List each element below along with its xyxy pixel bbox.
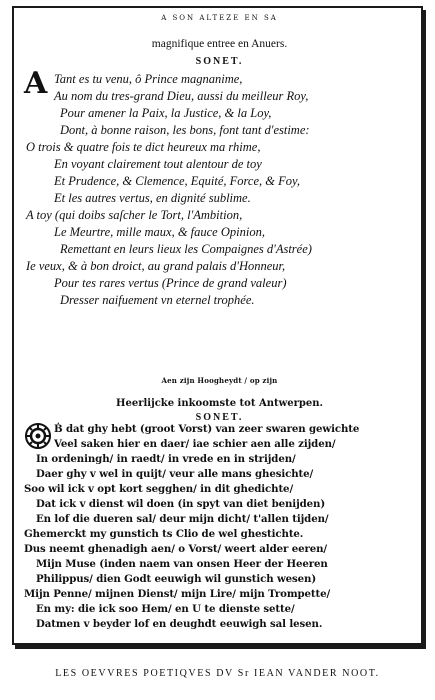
drop-cap: A	[24, 66, 48, 101]
french-sonnet-heading: SONET.	[195, 56, 244, 67]
dutch-subtitle: Heerlijcke inkoomste tot Antwerpen.	[116, 398, 323, 409]
dutch-line: Dat ick v dienst wil doen (in spyt van diet benijden)	[36, 498, 326, 510]
french-line: Dont, à bonne raison, les bons, font tant d'estime:	[60, 123, 310, 137]
dutch-line: Datmen v beyder lof en deughdt eeuwigh sal lesen.	[36, 618, 323, 630]
dutch-line: Daer ghy v wel in quijt/ veur alle mans ghesichte/	[36, 468, 314, 480]
french-line: Dresser naifuement vn eternel trophée.	[60, 293, 255, 307]
french-line: Tant es tu venu, ô Prince magnanime,	[54, 72, 243, 86]
dutch-line: Ḃ dat ghy hebt (groot Vorst) van zeer swaren gewichte	[54, 423, 360, 435]
french-subtitle: magnifique entree en Anuers.	[151, 38, 288, 50]
french-line: Pour amener la Paix, la Justice, & la Loy,	[60, 106, 272, 120]
page-footer: LES OEVVRES POETIQVES DV Sr IEAN VANDER NOOT.	[55, 668, 380, 679]
dutch-line: Mijn Penne/ mijnen Dienst/ mijn Lire/ mijn Trompette/	[24, 588, 331, 600]
dutch-line: Dus neemt ghenadigh aen/ o Vorst/ weert alder eeren/	[24, 543, 328, 555]
dutch-line: In ordeningh/ in raedt/ in vrede en in strijden/	[36, 453, 296, 465]
dutch-line: En lof die dueren sal/ deur mijn dicht/ t'allen tijden/	[36, 513, 329, 525]
french-title: A SON ALTEZE EN SA	[161, 14, 278, 22]
french-line: Ie veux, & à bon droict, au grand palais d'Honneur,	[26, 259, 286, 273]
french-line: Au nom du tres-grand Dieu, aussi du meilleur Roy,	[54, 89, 309, 103]
dutch-line: Ghemerckt my gunstich ts Clio de wel ghestichte.	[24, 528, 304, 540]
french-line: Pour tes rares vertus (Prince de grand valeur)	[54, 276, 287, 290]
dutch-line: Soo wil ick v opt kort segghen/ in dit ghedichte/	[24, 483, 294, 495]
french-line: Remettant en leurs lieux les Compaignes d'Astrée)	[60, 242, 312, 256]
dutch-line: Veel saken hier en daer/ iae schier aen alle zijden/	[54, 438, 336, 450]
dutch-line: Mijn Muse (inden naem van onsen Heer der Heeren	[36, 558, 328, 570]
french-line: Le Meurtre, mille maux, & fauce Opinion,	[54, 225, 265, 239]
french-line: Et les autres vertus, en dignité sublime.	[54, 191, 251, 205]
french-line: En voyant clairement tout alentour de toy	[54, 157, 262, 171]
dutch-line: Philippus/ dien Godt eeuwigh wil gunstich wesen)	[36, 573, 317, 585]
french-line: Et Prudence, & Clemence, Equité, Force, & Foy,	[54, 174, 300, 188]
dutch-line: En my: die ick soo Hem/ en U te dienste sette/	[36, 603, 295, 615]
sonnet-frame	[12, 6, 423, 645]
dutch-title: Aen zijn Hoogheydt / op zijn	[161, 376, 278, 385]
dutch-sonnet-heading: SONET.	[195, 412, 244, 423]
french-line: O trois & quatre fois te dict heureux ma rhime,	[26, 140, 261, 154]
ornamental-initial-icon	[24, 422, 52, 450]
french-line: A toy (qui doibs saſcher le Tort, l'Ambition,	[26, 208, 243, 222]
